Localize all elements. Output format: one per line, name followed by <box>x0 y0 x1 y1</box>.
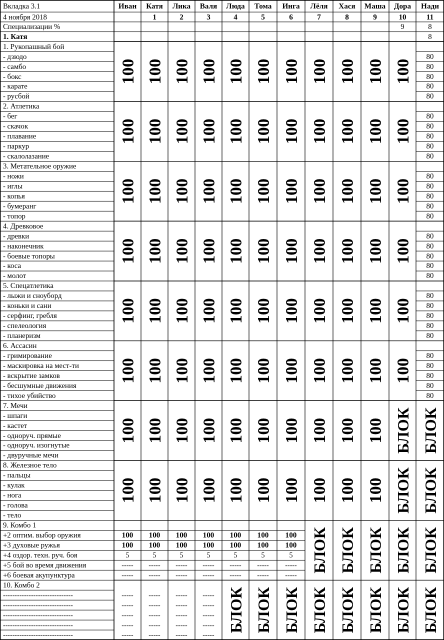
combo-value: ----- <box>148 621 161 630</box>
rotated-value: 100 <box>393 238 413 264</box>
rotated-value: 100 <box>310 417 329 444</box>
combo-value: 100 <box>202 540 215 550</box>
small-value: 80 <box>426 360 434 370</box>
skill-item: - самбо <box>3 61 27 71</box>
combo-row-label: +3 духовые ружья <box>3 540 60 550</box>
rotated-value: 100 <box>393 58 413 85</box>
combo-value: ----- <box>229 571 242 580</box>
rotated-value: 100 <box>226 298 246 324</box>
combo-value: ----- <box>202 631 215 640</box>
rotated-value: 100 <box>172 477 192 504</box>
combo-row-label: +4 оздор. техн. руч. боя <box>3 550 78 560</box>
rotated-value: 100 <box>282 417 301 444</box>
small-value: 80 <box>426 151 434 161</box>
combo-value: ----- <box>148 601 161 610</box>
small-value: 80 <box>426 181 434 191</box>
combo-value: ----- <box>175 621 188 630</box>
skill-item: - бумеранг <box>3 201 37 211</box>
small-value: 80 <box>426 111 434 121</box>
combo-value: ----- <box>121 571 134 580</box>
skill-item: - дзюдо <box>3 51 27 61</box>
header-name: Катя <box>146 1 163 11</box>
blok-label: БЛОК <box>423 587 440 634</box>
combo-value: ----- <box>202 601 215 610</box>
rotated-value: 100 <box>199 178 219 204</box>
skill-item: - боевые топоры <box>3 251 55 261</box>
skill-item: - планеризм <box>3 331 41 341</box>
small-value: 80 <box>426 211 434 221</box>
rotated-value: 100 <box>282 298 301 324</box>
skill-item: - маскировка на мест-ти <box>3 360 79 370</box>
small-value: 80 <box>426 171 434 181</box>
rotated-value: 100 <box>118 178 138 204</box>
rotated-value: 100 <box>282 118 301 145</box>
blok-label: БЛОК <box>256 587 273 634</box>
rotated-value: 100 <box>254 357 273 384</box>
rotated-value: 100 <box>145 298 165 324</box>
header-number: 7 <box>317 12 321 22</box>
small-value: 80 <box>426 291 434 301</box>
skill-item: - бокс <box>3 71 22 81</box>
rotated-value: 100 <box>199 58 219 85</box>
rotated-value: 100 <box>172 417 192 444</box>
combo-title: 9. Комбо 1 <box>3 520 37 530</box>
rotated-value: 100 <box>310 58 329 85</box>
combo-value: ----- <box>148 561 161 570</box>
skill-item: - двуручные мечи <box>3 450 59 460</box>
skill-item: - коньки и сани <box>3 301 52 311</box>
skill-item: - иглы <box>3 181 23 191</box>
combo-value: 5 <box>289 551 293 560</box>
combo-value: 100 <box>229 540 242 550</box>
combo-value: ----- <box>148 631 161 640</box>
rotated-value: 100 <box>226 417 246 444</box>
rotated-value: 100 <box>226 58 246 85</box>
rotated-value: 100 <box>172 238 192 264</box>
small-value: 80 <box>426 51 434 61</box>
combo-value: 100 <box>148 540 161 550</box>
combo-value: ----- <box>202 621 215 630</box>
rotated-value: 100 <box>310 477 329 504</box>
header-name: Лёля <box>310 1 328 11</box>
header-number: 2 <box>179 12 184 22</box>
rotated-value: 100 <box>282 178 301 204</box>
skill-item: - кулак <box>3 480 25 490</box>
combo-value: ----- <box>285 561 297 570</box>
skill-item: - беcшумные движения <box>3 380 77 390</box>
rotated-value: 100 <box>282 477 301 504</box>
small-value: 80 <box>426 350 434 360</box>
small-value: 80 <box>426 271 434 281</box>
small-value: 80 <box>426 311 434 321</box>
rotated-value: 100 <box>393 298 413 324</box>
rotated-value: 100 <box>145 178 165 204</box>
skill-item: - одноруч. изогнутые <box>3 440 70 450</box>
rotated-value: 100 <box>338 298 357 324</box>
rotated-value: 100 <box>226 178 246 204</box>
rotated-value: 100 <box>145 417 165 444</box>
small-value: 80 <box>426 201 434 211</box>
skill-item: - бег <box>3 111 18 121</box>
skill-item: - древки <box>3 231 30 241</box>
small-value: 80 <box>426 61 434 71</box>
combo-value: ----- <box>121 621 134 630</box>
date-label: 4 ноября 2018 <box>3 12 47 22</box>
header-name: Дора <box>393 1 412 11</box>
blok-label: БЛОК <box>228 587 246 634</box>
skill-item: - голова <box>3 500 28 510</box>
combo-value: 100 <box>257 540 269 550</box>
rotated-value: 100 <box>172 118 192 145</box>
small-value: 80 <box>426 370 434 380</box>
skill-item: - наконечник <box>3 241 44 251</box>
header-number: 1 <box>152 12 157 22</box>
blok-label: БЛОК <box>423 407 440 454</box>
combo-value: 100 <box>229 530 242 540</box>
blok-label: БЛОК <box>368 587 385 634</box>
rotated-value: 100 <box>366 238 385 264</box>
combo-value: ----- <box>121 631 134 640</box>
combo-row-label: ------------------------------ <box>3 611 73 620</box>
combo-value: ----- <box>175 571 188 580</box>
skill-item: - шпаги <box>3 410 28 420</box>
skill-item: - пальцы <box>3 470 31 480</box>
rotated-value: 100 <box>310 357 329 384</box>
rotated-value: 100 <box>393 178 413 204</box>
rotated-value: 100 <box>118 58 138 85</box>
combo-value: 100 <box>285 530 297 540</box>
section-title: 7. Мечи <box>3 400 28 410</box>
combo-value: ----- <box>229 561 242 570</box>
small-value: 80 <box>426 81 434 91</box>
header-number: 5 <box>261 12 265 22</box>
section-title: 1. Рукопашный бой <box>3 41 65 51</box>
rotated-value: 100 <box>310 238 329 264</box>
combo-title: 10. Комбо 2 <box>3 580 40 590</box>
combo-value: ----- <box>202 591 215 600</box>
combo-value: ----- <box>175 631 188 640</box>
rotated-value: 100 <box>254 178 273 204</box>
combo-value: ----- <box>121 601 134 610</box>
skill-item: - нога <box>3 490 22 500</box>
section-title: 2. Атлетика <box>3 101 40 111</box>
small-value: 80 <box>426 191 434 201</box>
rotated-value: 100 <box>199 417 219 444</box>
blok-label: БЛОК <box>312 527 329 574</box>
combo-row-label: ------------------------------ <box>3 591 73 600</box>
combo-value: 100 <box>148 530 161 540</box>
section-title: 6. Ассасин <box>3 341 37 351</box>
rotated-value: 100 <box>254 477 273 504</box>
rotated-value: 100 <box>338 178 357 204</box>
combo-value: 5 <box>261 551 265 560</box>
combo-value: ----- <box>257 561 269 570</box>
blok-label: БЛОК <box>340 587 357 634</box>
blok-label: БЛОК <box>312 587 329 634</box>
rotated-value: 100 <box>366 357 385 384</box>
combo-value: 100 <box>175 530 188 540</box>
rotated-value: 100 <box>226 238 246 264</box>
combo-value: ----- <box>175 561 188 570</box>
rotated-value: 100 <box>145 357 165 384</box>
skill-item: - скалолазание <box>3 151 50 161</box>
rotated-value: 100 <box>393 118 413 145</box>
header-number: 6 <box>289 12 293 22</box>
rotated-value: 100 <box>282 357 301 384</box>
katya-value: 8 <box>428 32 432 42</box>
rotated-value: 100 <box>282 238 301 264</box>
section-title: 5. Спецатлетика <box>3 281 54 291</box>
combo-value: 5 <box>233 551 238 560</box>
rotated-value: 100 <box>118 417 138 444</box>
header-name: Валя <box>199 1 218 11</box>
combo-value: ----- <box>148 611 161 620</box>
rotated-value: 100 <box>254 118 273 145</box>
skill-item: - вскрытие замков <box>3 370 60 380</box>
combo-value: ----- <box>148 591 161 600</box>
combo-value: 5 <box>152 551 157 560</box>
skill-item: - молот <box>3 271 27 281</box>
combo-value: ----- <box>202 611 215 620</box>
rotated-value: 100 <box>366 178 385 204</box>
skill-item: - русбой <box>3 91 30 101</box>
small-value: 80 <box>426 141 434 151</box>
header-number: 11 <box>426 12 434 22</box>
rotated-value: 100 <box>145 118 165 145</box>
blok-label: БЛОК <box>423 467 440 514</box>
combo-value: ----- <box>202 561 215 570</box>
rotated-value: 100 <box>199 118 219 145</box>
rotated-value: 100 <box>366 477 385 504</box>
blok-label: БЛОК <box>395 467 413 514</box>
skill-item: - лыжи и сноуборд <box>3 291 62 301</box>
blok-label: БЛОК <box>423 527 440 574</box>
rotated-value: 100 <box>338 238 357 264</box>
rotated-value: 100 <box>226 477 246 504</box>
rotated-value: 100 <box>338 477 357 504</box>
combo-value: ----- <box>148 571 161 580</box>
rotated-value: 100 <box>366 58 385 85</box>
skill-item: - гримирование <box>3 350 52 360</box>
rotated-value: 100 <box>145 58 165 85</box>
small-value: 80 <box>426 380 434 390</box>
skill-item: - серфинг, гребля <box>3 311 57 321</box>
combo-value: ----- <box>175 591 188 600</box>
rotated-value: 100 <box>226 118 246 145</box>
skill-item: - карате <box>3 81 28 91</box>
header-name: Маша <box>364 1 386 11</box>
combo-row-label: +5 бой во время движения <box>3 560 87 570</box>
rotated-value: 100 <box>310 118 329 145</box>
small-value: 80 <box>426 91 434 101</box>
combo-row-label: ------------------------------ <box>3 601 73 610</box>
header-name: Инга <box>282 1 300 11</box>
rotated-value: 100 <box>310 178 329 204</box>
rotated-value: 100 <box>118 238 138 264</box>
skill-item: - плавание <box>3 131 37 141</box>
rotated-value: 100 <box>145 238 165 264</box>
rotated-value: 100 <box>338 417 357 444</box>
rotated-value: 100 <box>254 417 273 444</box>
skill-item: - одноруч. прямые <box>3 430 61 440</box>
small-value: 80 <box>426 261 434 271</box>
header-number: 8 <box>345 12 349 22</box>
rotated-value: 100 <box>254 238 273 264</box>
table-texts <box>3 1 440 639</box>
combo-value: ----- <box>285 571 297 580</box>
header-number: 9 <box>373 12 377 22</box>
rotated-value: 100 <box>199 477 219 504</box>
skill-item: - коса <box>3 261 22 271</box>
blok-label: БЛОК <box>395 587 413 634</box>
combo-value: ----- <box>175 601 188 610</box>
skill-item: - ножи <box>3 171 24 181</box>
small-value: 80 <box>426 131 434 141</box>
header-name: Иван <box>118 1 137 11</box>
header-name: Люда <box>226 1 245 11</box>
skill-item: - копья <box>3 191 25 201</box>
spec-value-dora: 9 <box>400 22 405 32</box>
skill-item: - кастет <box>3 420 28 430</box>
blok-label: БЛОК <box>395 407 413 454</box>
combo-value: ----- <box>121 611 134 620</box>
combo-value: 100 <box>202 530 215 540</box>
spec-value-nadi: 8 <box>428 22 432 32</box>
rotated-value: 100 <box>172 58 192 85</box>
section-title: 8. Железное тело <box>3 460 57 470</box>
small-value: 80 <box>426 71 434 81</box>
skill-item: - тихое убийство <box>3 390 56 400</box>
combo-value: 100 <box>285 540 297 550</box>
combo-value: 100 <box>257 530 269 540</box>
blok-label: БЛОК <box>340 527 357 574</box>
rotated-value: 100 <box>172 298 192 324</box>
combo-row-label: +2 оптим. выбор оружия <box>3 530 81 540</box>
header-name: Нади <box>421 1 439 11</box>
rotated-value: 100 <box>366 417 385 444</box>
small-value: 80 <box>426 231 434 241</box>
header-number: 3 <box>206 12 211 22</box>
rotated-value: 100 <box>254 58 273 85</box>
header-name: Лика <box>172 1 191 11</box>
combo-row-label: ------------------------------ <box>3 621 73 630</box>
small-value: 80 <box>426 241 434 251</box>
rotated-value: 100 <box>118 357 138 384</box>
skill-item: - спелеология <box>3 321 47 331</box>
skill-item: - паркур <box>3 141 30 151</box>
specializations-label: Специализации % <box>3 22 61 32</box>
combo-value: 5 <box>206 551 211 560</box>
rotated-value: 100 <box>366 118 385 145</box>
skill-item: - топор <box>3 211 26 221</box>
combo-value: ----- <box>121 561 134 570</box>
small-value: 80 <box>426 301 434 311</box>
small-value: 80 <box>426 251 434 261</box>
small-value: 80 <box>426 121 434 131</box>
combo-value: ----- <box>121 591 134 600</box>
rotated-value: 100 <box>226 357 246 384</box>
combo-value: 100 <box>175 540 188 550</box>
rotated-value: 100 <box>393 357 413 384</box>
combo-value: ----- <box>202 571 215 580</box>
rotated-value: 100 <box>199 357 219 384</box>
header-name: Хася <box>338 1 356 11</box>
rotated-value: 100 <box>338 58 357 85</box>
small-value: 80 <box>426 390 434 400</box>
rotated-value: 100 <box>199 238 219 264</box>
katya-label: 1. Катя <box>3 31 28 41</box>
tab-title: Вкладка 3.1 <box>3 1 41 11</box>
rotated-value: 100 <box>172 357 192 384</box>
rotated-value: 100 <box>118 477 138 504</box>
combo-value: 100 <box>121 540 134 550</box>
combo-value: 5 <box>125 551 130 560</box>
skill-item: - тело <box>3 510 22 520</box>
section-title: 4. Древковое <box>3 221 44 231</box>
rotated-value: 100 <box>199 298 219 324</box>
small-value: 80 <box>426 331 434 341</box>
skill-item: - скачок <box>3 121 29 131</box>
header-number: 10 <box>398 12 407 22</box>
rotated-value: 100 <box>338 357 357 384</box>
header-number: 4 <box>233 12 238 22</box>
rotated-value: 100 <box>172 178 192 204</box>
rotated-value: 100 <box>145 477 165 504</box>
rotated-value: 100 <box>338 118 357 145</box>
rotated-value: 100 <box>282 58 301 85</box>
rotated-value: 100 <box>118 298 138 324</box>
rotated-value: 100 <box>254 298 273 324</box>
combo-value: ----- <box>257 571 269 580</box>
combo-value: ----- <box>175 611 188 620</box>
header-name: Тома <box>254 1 272 11</box>
combo-value: 5 <box>179 551 184 560</box>
rotated-value: 100 <box>366 298 385 324</box>
combo-row-label: ------------------------------ <box>3 631 73 640</box>
combo-value: 100 <box>121 530 134 540</box>
rotated-value: 100 <box>310 298 329 324</box>
blok-label: БЛОК <box>368 527 385 574</box>
rotated-value: 100 <box>118 118 138 145</box>
section-title: 3. Метательное оружие <box>3 161 77 171</box>
small-value: 80 <box>426 321 434 331</box>
blok-label: БЛОК <box>284 587 301 634</box>
combo-row-label: +6 боевая акупунктура <box>3 570 75 580</box>
blok-label: БЛОК <box>395 527 413 574</box>
